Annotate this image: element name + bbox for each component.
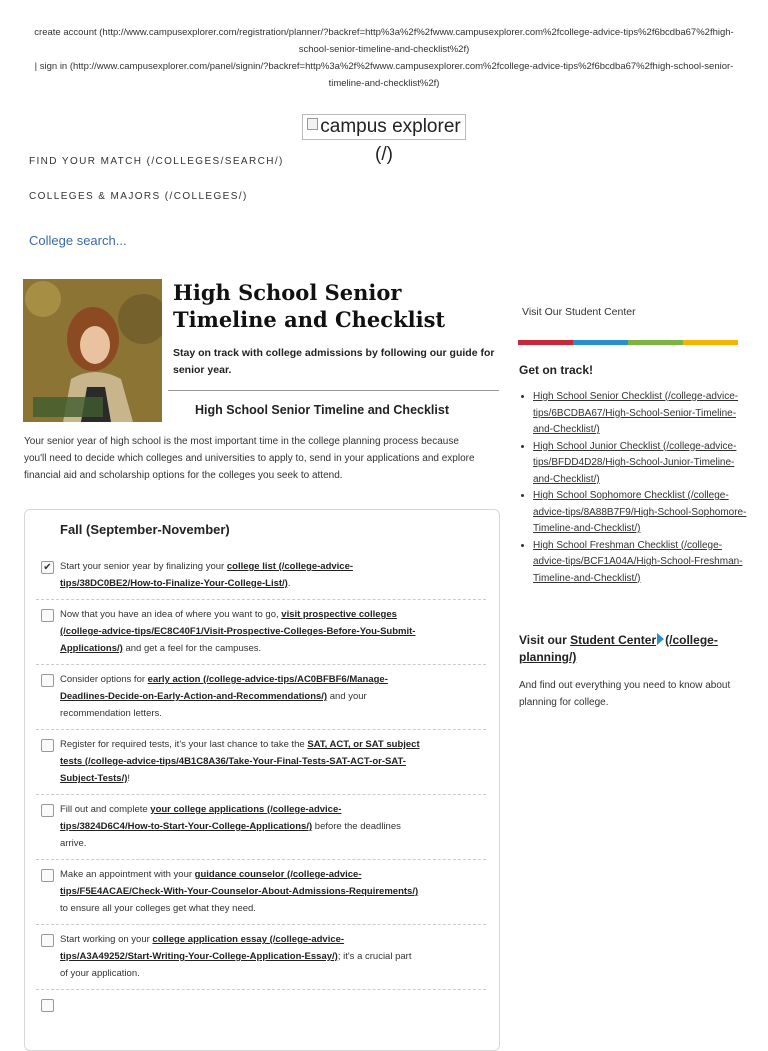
item-text-end: ; it's a crucial part of your application. — [60, 951, 412, 979]
hero-photo — [23, 279, 162, 422]
page-title: High School Senior Timeline and Checklist — [173, 280, 446, 332]
color-bar-blue — [573, 340, 628, 345]
student-center-link[interactable]: Student Center — [570, 633, 657, 647]
item-text: Make an appointment with your — [60, 869, 195, 880]
item-text-end: and your recommendation letters. — [60, 691, 367, 719]
visit-heading — [519, 632, 739, 666]
item-link[interactable]: SAT, ACT, or SAT subject tests (/college-advice-tips/4B1C8A36/Take-Your-Final-Tests-SAT-ACT-or-SAT-Subject-Tests/) — [60, 739, 420, 784]
item-link[interactable]: guidance counselor (/college-advice-tips/F5E4ACAE/Check-With-Your-Counselor-About-Admissions-Requirements/) — [60, 869, 419, 897]
sign-in-link[interactable]: | sign in (http://www.campusexplorer.com/panel/signin/?backref=http%3a%2f%2fwww.campusexplorer.com%2fcollege-advice-tips%2f6bcdba67%2fhigh-school-senior-timeline-and-checklist%2f) — [34, 61, 734, 89]
color-bar-yellow — [683, 340, 738, 345]
item-link[interactable]: visit prospective colleges (/college-advice-tips/EC8C40F1/Visit-Prospective-Colleges-Before-You-Submit-Applications/) — [60, 609, 416, 654]
item-link[interactable]: your college applications (/college-advice-tips/3824D6C4/How-to-Start-Your-College-Applications/) — [60, 804, 342, 832]
item-text: Start your senior year by finalizing your — [60, 561, 227, 572]
checklist-item — [36, 990, 486, 1020]
checkbox[interactable] — [41, 934, 54, 947]
checkbox[interactable] — [41, 804, 54, 817]
arrow-right-icon — [657, 633, 664, 645]
item-link[interactable]: college application essay (/college-advice-tips/A3A49252/Start-Writing-Your-College-Application-Essay/) — [60, 934, 345, 962]
checklist-item — [36, 665, 486, 730]
checklist-item — [36, 552, 486, 600]
checklist-item — [36, 730, 486, 795]
checklist-item — [36, 600, 486, 665]
checklist-item — [36, 860, 486, 925]
item-link[interactable]: early action (/college-advice-tips/AC0BFBF6/Manage-Deadlines-Decide-on-Early-Action-and-Recommendations/) — [60, 674, 388, 702]
intro-paragraph: Your senior year of high school is the most important time in the college planning process because you'll need to decide which colleges and universities to apply to, send in your applications and explore financial aid and scholarship options for the colleges you seek to attend. — [24, 436, 475, 481]
checklist-item — [36, 925, 486, 990]
checkbox[interactable] — [41, 999, 54, 1012]
color-bar-green — [628, 340, 683, 345]
sidebar-list-item — [533, 389, 748, 439]
account-links — [30, 24, 738, 92]
item-text: Fill out and complete — [60, 804, 151, 815]
checkbox[interactable] — [41, 869, 54, 882]
nav-colleges-majors[interactable]: COLLEGES & MAJORS (/COLLEGES/) — [29, 191, 248, 202]
site-logo[interactable] — [296, 114, 472, 166]
checklist-item — [36, 795, 486, 860]
item-text-end: ! — [127, 773, 131, 784]
item-text: Start working on your — [60, 934, 153, 945]
color-bar-red — [518, 340, 573, 345]
item-text-end: and get a feel for the campuses. — [122, 643, 262, 654]
item-text: Consider options for — [60, 674, 148, 685]
sidebar-list-item — [533, 439, 748, 489]
season-title: Fall (September-November) — [60, 522, 230, 537]
nav-find-your-match[interactable]: FIND YOUR MATCH (/COLLEGES/SEARCH/) — [29, 156, 284, 167]
item-text: Now that you have an idea of where you want to go, — [60, 609, 282, 620]
divider — [168, 390, 499, 391]
sidebar-link-sophomore[interactable]: High School Sophomore Checklist (/college-advice-tips/8A88B7F9/High-School-Sophomore-Timeline-and-Checklist/) — [533, 490, 747, 534]
sidebar-heading: Get on track! — [519, 363, 594, 377]
checkbox[interactable]: ✔ — [41, 561, 54, 574]
logo-image[interactable] — [302, 114, 465, 140]
broken-image-icon — [307, 118, 318, 130]
checkbox[interactable] — [41, 609, 54, 622]
section-heading: High School Senior Timeline and Checklist — [195, 403, 449, 417]
sidebar-link-senior[interactable]: High School Senior Checklist (/college-advice-tips/6BCDBA67/High-School-Senior-Timeline-and-Checklist/) — [533, 391, 739, 435]
college-search-input[interactable]: College search... — [29, 233, 127, 248]
visit-prefix: Visit our — [519, 633, 571, 647]
sidebar-links — [519, 389, 748, 587]
item-text: Register for required tests, it's your last chance to take the — [60, 739, 308, 750]
color-bar — [518, 340, 738, 345]
checkbox[interactable] — [41, 674, 54, 687]
item-text-end: . — [287, 578, 291, 589]
create-account-link[interactable]: create account (http://www.campusexplorer.com/registration/planner/?backref=http%3a%2f%2fwww.campusexplorer.com%2fcollege-advice-tips%2f6bcdba67%2fhigh-school-senior-timeline-and-checklist%2f) — [34, 27, 734, 55]
sidebar-list-item — [533, 488, 748, 538]
checklist-items — [36, 552, 486, 1020]
visit-student-center-link[interactable]: Visit Our Student Center — [522, 306, 636, 318]
item-text-end: before the deadlines arrive. — [60, 821, 401, 849]
item-link[interactable]: college list (/college-advice-tips/38DC0BE2/How-to-Finalize-Your-College-List/) — [60, 561, 354, 589]
logo-home-link[interactable]: (/) — [375, 144, 393, 165]
visit-description: And find out everything you need to know about planning for college. — [519, 680, 731, 708]
page-subtitle: Stay on track with college admissions by following our guide for senior year. — [173, 347, 495, 376]
checkbox[interactable] — [41, 739, 54, 752]
item-text-end: to ensure all your colleges get what they need. — [60, 903, 256, 914]
student-center-path-link[interactable]: (/college-planning/) — [519, 633, 718, 664]
sidebar-list-item — [533, 538, 748, 588]
sidebar-link-freshman[interactable]: High School Freshman Checklist (/college-advice-tips/BCF1A04A/High-School-Freshman-Timeline-and-Checklist/) — [533, 539, 743, 584]
sidebar-link-junior[interactable]: High School Junior Checklist (/college-advice-tips/BFDD4D28/High-School-Junior-Timeline-and-Checklist/) — [533, 440, 737, 485]
logo-alt-text: campus explorer — [320, 116, 461, 137]
checklist-card — [24, 509, 500, 1051]
